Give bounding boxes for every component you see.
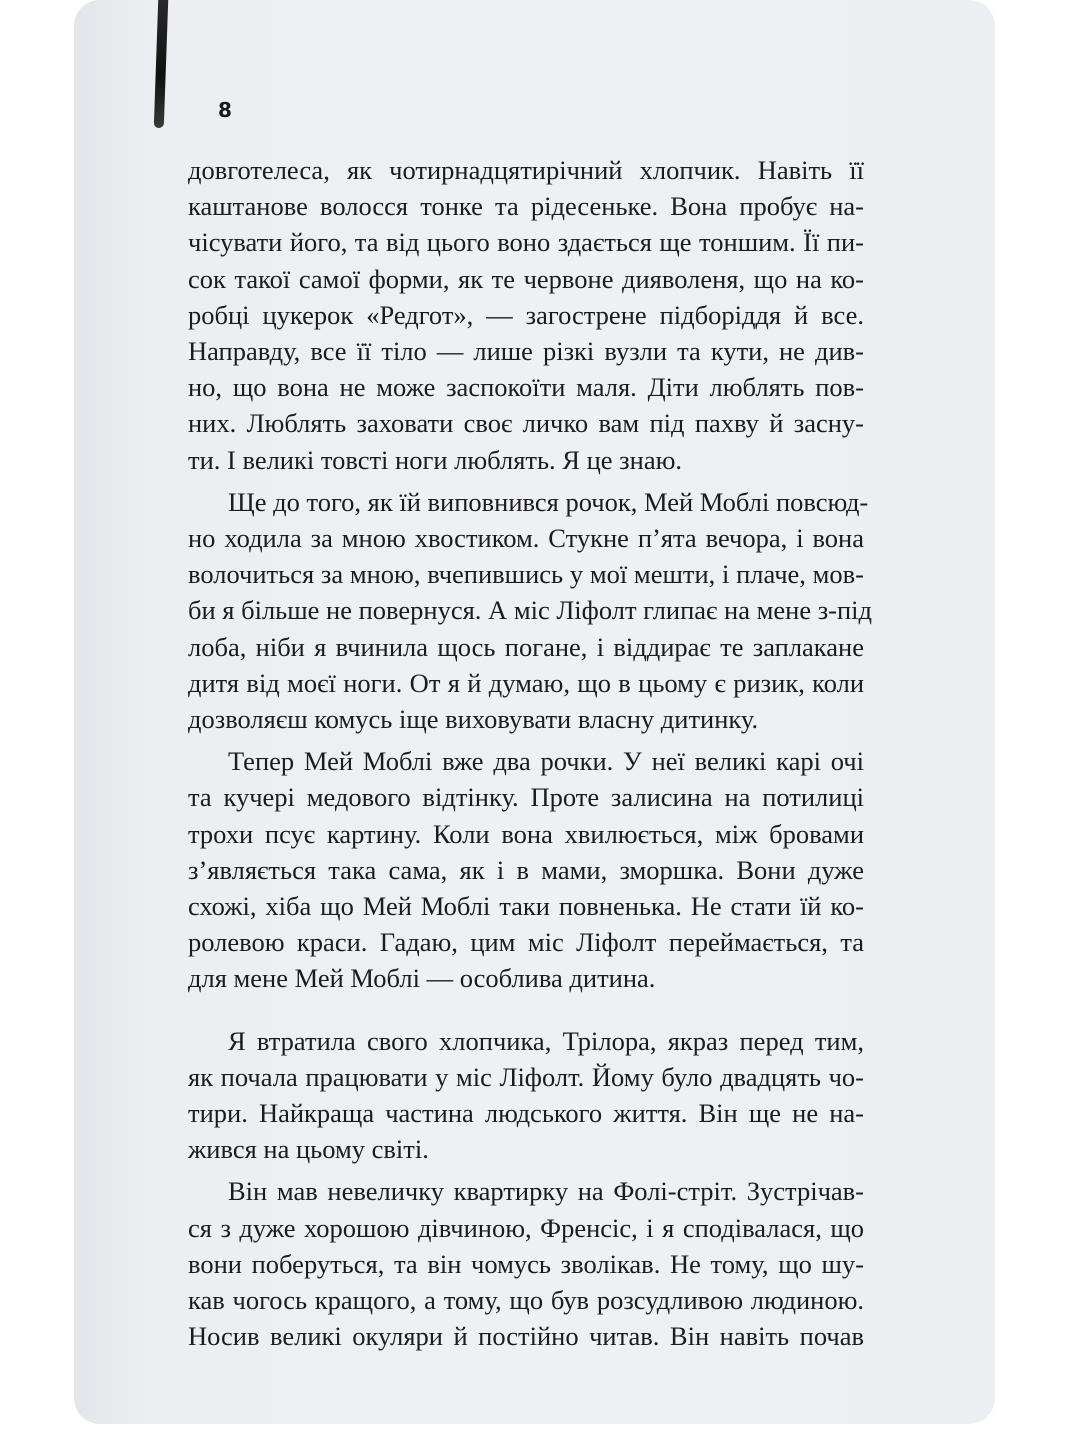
- book-page-photo: [74, 0, 995, 1440]
- text-line: дитя від моєї ноги. От я й думаю, що в цьому є ризик, коли: [188, 667, 864, 698]
- text-line: но ходила за мною хвостиком. Стукне п’ята вечора, і вона: [188, 523, 864, 554]
- text-line: тири. Найкраща частина людського життя. Він ще не на-: [188, 1098, 864, 1129]
- text-line: ти. І великі товсті ноги люблять. Я це знаю.: [188, 444, 683, 475]
- text-line: каштанове волосся тонке та рідесеньке. Вона пробує на-: [188, 191, 864, 222]
- text-line: з’являється така сама, як і в мами, зморшка. Вони дуже: [188, 854, 864, 885]
- text-line: схожі, хіба що Мей Моблі таки повненька. Не стати їй ко-: [188, 891, 864, 922]
- paragraph: [188, 152, 864, 478]
- text-line: дозволяєш комусь іще виховувати власну дитинку.: [188, 704, 759, 735]
- text-line: трохи псує картину. Коли вона хвилюється, між бровами: [188, 818, 864, 849]
- text-line: Я втратила свого хлопчика, Трілора, якраз перед тим,: [228, 1025, 864, 1056]
- section-break: [188, 997, 864, 1023]
- text-line: довготелеса, як чотирнадцятирічний хлопчик. Навіть її: [188, 155, 864, 185]
- paragraph: [188, 743, 864, 996]
- text-line: би я більше не повернуся. А міс Ліфолт глипає на мене з-під: [188, 595, 873, 626]
- text-line: вони поберуться, та він чомусь зволікав. Не тому, що шу-: [188, 1248, 864, 1279]
- book-page: [74, 0, 995, 1424]
- text-line: них. Люблять заховати своє личко вам під пахву й засну-: [188, 408, 864, 439]
- text-line: волочиться за мною, вчепившись у мої мешти, і плаче, мов-: [188, 559, 864, 590]
- text-line: ролевою краси. Гадаю, цим міс Ліфолт переймається, та: [188, 927, 864, 958]
- text-line: Носив великі окуляри й постійно читав. Він навіть почав: [188, 1321, 864, 1352]
- body-text: [188, 152, 873, 1355]
- page-number: 8: [218, 98, 232, 122]
- paragraph: [188, 1023, 864, 1168]
- text-line: Він мав невеличку квартирку на Фолі-стріт. Зустрічав-: [228, 1176, 864, 1207]
- binding-shadow: [154, 0, 168, 128]
- text-line: Ще до того, як їй виповнився рочок, Мей Моблі повсюд-: [228, 486, 869, 517]
- text-line: Тепер Мей Моблі вже два рочки. У неї великі карі очі: [228, 746, 864, 777]
- text-line: лоба, ніби я вчинила щось погане, і віддирає те заплакане: [188, 631, 864, 662]
- paragraph: [188, 484, 873, 737]
- text-line: но, що вона не може заспокоїти маля. Діти люблять пов-: [188, 372, 864, 403]
- text-line: для мене Мей Моблі — особлива дитина.: [188, 963, 656, 994]
- text-line: Направду, все її тіло — лише різкі вузли та кути, не див-: [188, 336, 864, 367]
- text-line: жився на цьому світі.: [188, 1134, 429, 1165]
- text-line: кав чогось кращого, а тому, що був розсудливою людиною.: [188, 1285, 864, 1316]
- text-line: ся з дуже хорошою дівчиною, Френсіс, і я сподівалася, що: [188, 1212, 864, 1243]
- text-line: сок такої самої форми, як те червоне дияволеня, що на ко-: [188, 263, 864, 294]
- text-line: робці цукерок «Редгот», — загострене підборіддя й все.: [188, 299, 864, 330]
- text-line: та кучері медового відтінку. Проте залисина на потилиці: [188, 782, 864, 813]
- paragraph: [188, 1173, 864, 1354]
- text-line: як почала працювати у міс Ліфолт. Йому було двадцять чо-: [188, 1061, 864, 1092]
- text-line: чісувати його, та від цього воно здається ще тоншим. Її пи-: [188, 227, 864, 258]
